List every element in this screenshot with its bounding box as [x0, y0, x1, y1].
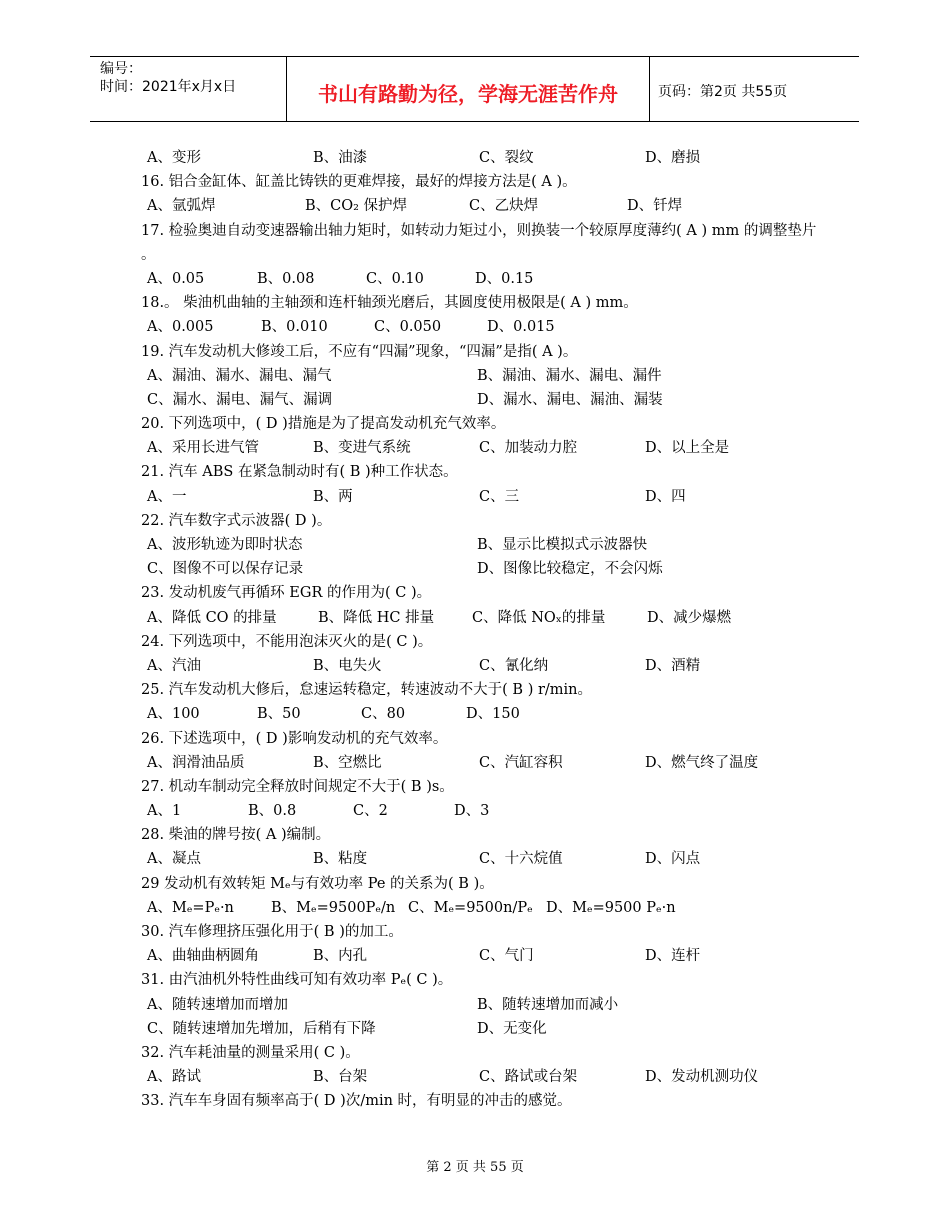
time-label: 时间：2021年x月x日 [100, 79, 237, 95]
options-row [141, 654, 821, 678]
options-row [141, 194, 821, 218]
option: B、随转速增加而减小 [477, 996, 619, 1013]
question-stem: 31. 由汽油机外特性曲线可知有效功率 Pₑ( C )。 [141, 972, 453, 989]
option: D、连杆 [645, 948, 701, 965]
option: C、降低 NOₓ的排量 [472, 609, 606, 626]
option: C、十六烷值 [479, 851, 563, 868]
option: C、80 [361, 706, 406, 723]
question-stem: 28. 柴油的牌号按( A )编制。 [141, 827, 331, 844]
option: C、裂纹 [479, 150, 534, 166]
options-row [141, 751, 821, 775]
question-stem: 26. 下述选项中，( D )影响发动机的充气效率。 [141, 730, 448, 747]
options-row [141, 1065, 821, 1089]
header-meta [100, 60, 236, 96]
option: B、0.8 [248, 803, 297, 820]
option: B、降低 HC 排量 [318, 609, 435, 626]
option: A、随转速增加而增加 [147, 996, 288, 1013]
option: A、降低 CO 的排量 [147, 609, 277, 626]
option: D、图像比较稳定，不会闪烁 [477, 561, 663, 578]
option: C、0.10 [366, 270, 424, 287]
options-row [141, 993, 821, 1017]
question-stem: 23. 发动机废气再循环 EGR 的作用为( C )。 [141, 585, 432, 602]
option: C、Mₑ=9500n/Pₑ [408, 899, 533, 916]
question-stem: 33. 汽车车身固有频率高于( D )次/min 时，有明显的冲击的感觉。 [141, 1093, 572, 1110]
options-row [141, 799, 821, 823]
options-row [141, 364, 821, 388]
option: B、粘度 [313, 851, 368, 868]
question-stem: 29 发动机有效转矩 Mₑ与有效功率 Pe 的关系为( B )。 [141, 875, 494, 892]
option: C、2 [353, 803, 388, 820]
options-row [141, 533, 821, 557]
option: C、加装动力腔 [479, 440, 578, 457]
option: B、显示比模拟式示波器快 [477, 537, 648, 554]
option: C、随转速增加先增加，后稍有下降 [147, 1020, 376, 1037]
question-stem: 20. 下列选项中，( D )措施是为了提高发动机充气效率。 [141, 416, 506, 433]
option: D、3 [454, 803, 490, 820]
option: A、100 [147, 706, 200, 723]
options-row [141, 944, 821, 968]
option: B、漏油、漏水、漏电、漏件 [477, 367, 662, 384]
question-stem: 19. 汽车发动机大修竣工后，不应有“四漏”现象，“四漏”是指( A )。 [141, 343, 578, 360]
option: D、以上全是 [645, 440, 730, 457]
header-motto: 书山有路勤为径，学海无涯苦作舟 [318, 82, 618, 106]
options-row [141, 702, 821, 726]
option: B、两 [313, 488, 353, 505]
header-top-rule [90, 56, 859, 57]
option: C、图像不可以保存记录 [147, 561, 304, 578]
options-row [141, 847, 821, 871]
question-stem: 17. 检验奥迪自动变速器输出轴力矩时，如转动力矩过小，则换装一个较原厚度薄约( A ) mm 的调整垫片 。 [141, 222, 817, 263]
option: A、凝点 [147, 851, 201, 868]
option: B、油漆 [313, 150, 368, 166]
option: D、磨损 [645, 150, 701, 166]
option: C、三 [479, 488, 520, 505]
option: D、Mₑ=9500 Pₑ·n [546, 899, 676, 916]
option: B、50 [257, 706, 301, 723]
option: A、0.005 [147, 319, 214, 336]
option: A、Mₑ=Pₑ·n [147, 899, 234, 916]
option: A、采用长进气管 [147, 440, 259, 457]
option: D、四 [645, 488, 686, 505]
question-stem: 27. 机动车制动完全释放时间规定不大于( B )s。 [141, 778, 454, 795]
option: D、0.15 [475, 270, 534, 287]
option: C、0.050 [374, 319, 442, 336]
question-stem: 22. 汽车数字式示波器( D )。 [141, 512, 332, 529]
option: D、酒精 [645, 657, 701, 674]
options-row [141, 1017, 821, 1041]
option: A、一 [147, 488, 187, 505]
option: B、Mₑ=9500Pₑ/n [271, 899, 396, 916]
option: D、漏水、漏电、漏油、漏装 [477, 391, 663, 408]
option: B、0.08 [257, 270, 315, 287]
option: B、空燃比 [313, 754, 382, 771]
option: D、150 [466, 706, 520, 723]
option: B、电失火 [313, 657, 382, 674]
option: D、减少爆燃 [647, 609, 732, 626]
question-stem: 30. 汽车修理挤压强化用于( B )的加工。 [141, 924, 403, 941]
option: A、氩弧焊 [147, 198, 216, 215]
options-row [141, 485, 821, 509]
options-row [141, 267, 821, 291]
option: B、0.010 [261, 319, 328, 336]
options-row [141, 896, 821, 920]
options-row [141, 146, 821, 170]
question-stem: 32. 汽车耗油量的测量采用( C )。 [141, 1044, 360, 1061]
option: D、无变化 [477, 1020, 547, 1037]
option: A、漏油、漏水、漏电、漏气 [147, 367, 332, 384]
header-divider-right [649, 57, 650, 121]
options-row [141, 388, 821, 412]
options-row [141, 606, 821, 630]
option: C、气门 [479, 948, 534, 965]
header-page-label: 页码：第2页 共55页 [658, 84, 788, 100]
option: A、1 [147, 803, 182, 820]
page-footer: 第 2 页 共 55 页 [426, 1160, 524, 1175]
option: C、乙炔焊 [469, 198, 539, 215]
option: D、0.015 [487, 319, 555, 336]
question-stem: 24. 下列选项中，不能用泡沫灭火的是( C )。 [141, 633, 433, 650]
question-list [141, 146, 821, 1114]
option: A、汽油 [147, 657, 201, 674]
option: B、内孔 [313, 948, 368, 965]
options-row [141, 557, 821, 581]
question-stem: 25. 汽车发动机大修后，怠速运转稳定，转速波动不大于( B ) r/min。 [141, 682, 593, 699]
option: D、闪点 [645, 851, 701, 868]
option: D、发动机测功仪 [645, 1069, 759, 1086]
option: C、汽缸容积 [479, 754, 563, 771]
option: A、曲轴曲柄圆角 [147, 948, 259, 965]
option: D、钎焊 [627, 198, 683, 215]
option: A、变形 [147, 150, 201, 166]
question-stem: 18.。 柴油机曲轴的主轴颈和连杆轴颈光磨后，其圆度使用极限是( A ) mm。 [141, 295, 638, 312]
option: A、波形轨迹为即时状态 [147, 537, 303, 554]
options-row [141, 315, 821, 339]
option: C、路试或台架 [479, 1069, 578, 1086]
option: B、变进气系统 [313, 440, 411, 457]
number-label: 编号： [100, 61, 142, 77]
option: A、润滑油品质 [147, 754, 245, 771]
question-stem: 16. 铝合金缸体、缸盖比铸铁的更难焊接，最好的焊接方法是( A )。 [141, 174, 577, 191]
option: C、氰化纳 [479, 657, 549, 674]
options-row [141, 436, 821, 460]
option: D、燃气终了温度 [645, 754, 759, 771]
option: A、路试 [147, 1069, 201, 1086]
option: A、0.05 [147, 270, 205, 287]
option: B、CO₂ 保护焊 [305, 198, 408, 215]
option: C、漏水、漏电、漏气、漏调 [147, 391, 333, 408]
question-stem: 21. 汽车 ABS 在紧急制动时有( B )种工作状态。 [141, 464, 458, 481]
option: B、台架 [313, 1069, 368, 1086]
header-bottom-rule [90, 121, 859, 122]
